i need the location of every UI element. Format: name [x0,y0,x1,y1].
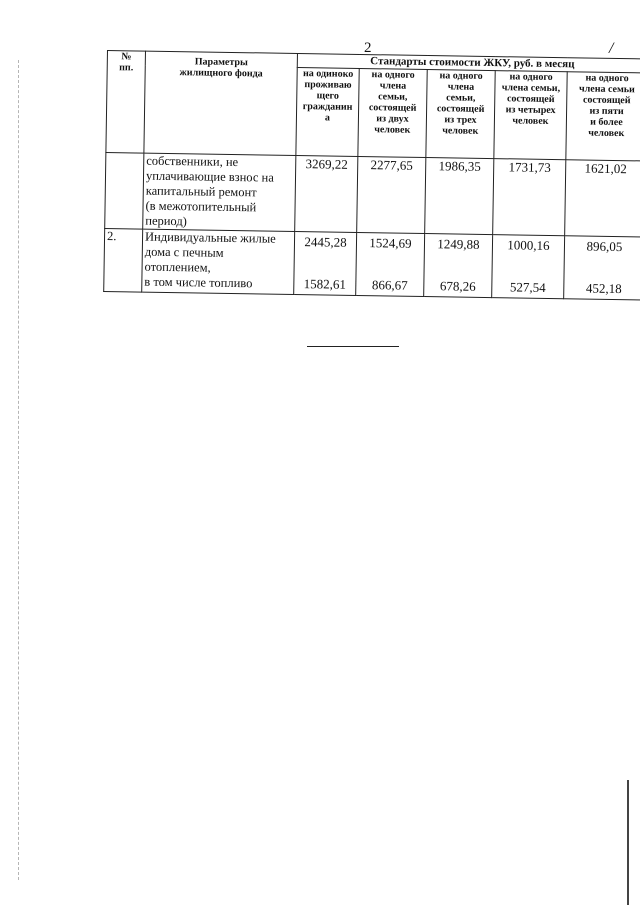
row-2-cell-5 [564,236,640,300]
header-col-4: на одного члена семьи, состоящей из четырех человек [494,71,567,160]
row-2-fuel-2: 866,67 [371,277,408,293]
scan-right-edge [627,780,629,905]
header-num: № пп. [106,51,146,154]
header-standards: Стандарты стоимости ЖКУ, руб. в месяц [297,53,640,72]
header-col-2: на одного члена семьи, состоящей из двух человек [358,68,427,157]
scan-left-edge [18,60,19,880]
table-row [105,152,640,236]
row-1-value-2: 2277,65 [357,156,426,233]
row-2-num: 2. [104,228,143,292]
row-1-value-5: 1621,02 [565,160,640,237]
header-params: Параметры жилищного фонда [144,51,298,155]
row-2-value-2: 1524,69 [369,235,412,251]
table-row [104,228,640,299]
row-1-value-4: 1731,73 [493,159,566,236]
standards-table [103,50,640,297]
row-2-text: Индивидуальные жилые дома с печным отоплением, в том числе топливо [142,229,295,294]
header-col-1: на одиноко проживаю щего гражданин а [296,67,359,156]
row-1-text: собственники, не уплачивающие взнос на капитальный ремонт (в межотопительный период) [143,153,296,231]
row-2-cell-2 [356,232,425,296]
row-2-cell-4 [492,235,565,299]
row-2-value-3: 1249,88 [437,236,480,252]
row-2-fuel-1: 1582,61 [303,276,347,292]
row-1-value-3: 1986,35 [425,158,494,235]
row-2-value-5: 896,05 [586,238,623,255]
row-2-fuel-3: 678,26 [439,278,476,294]
row-2-value-4: 1000,16 [507,237,550,253]
page-number: 2 [364,40,372,56]
row-1-num [105,152,144,229]
corner-mark: / [609,40,614,57]
row-2-cell-1 [294,231,357,295]
header-col-5: на одного члена семьи состоящей из пяти и более человек [566,72,640,161]
row-2-fuel-4: 527,54 [509,279,546,295]
row-2-fuel-5: 452,18 [585,280,622,297]
row-1-value-1: 3269,22 [295,155,358,232]
row-2-value-1: 2445,28 [304,234,347,250]
row-2-cell-3 [424,234,493,298]
header-col-3: на одного члена семьи, состоящей из трех человек [426,70,495,159]
separator-line [307,346,399,347]
